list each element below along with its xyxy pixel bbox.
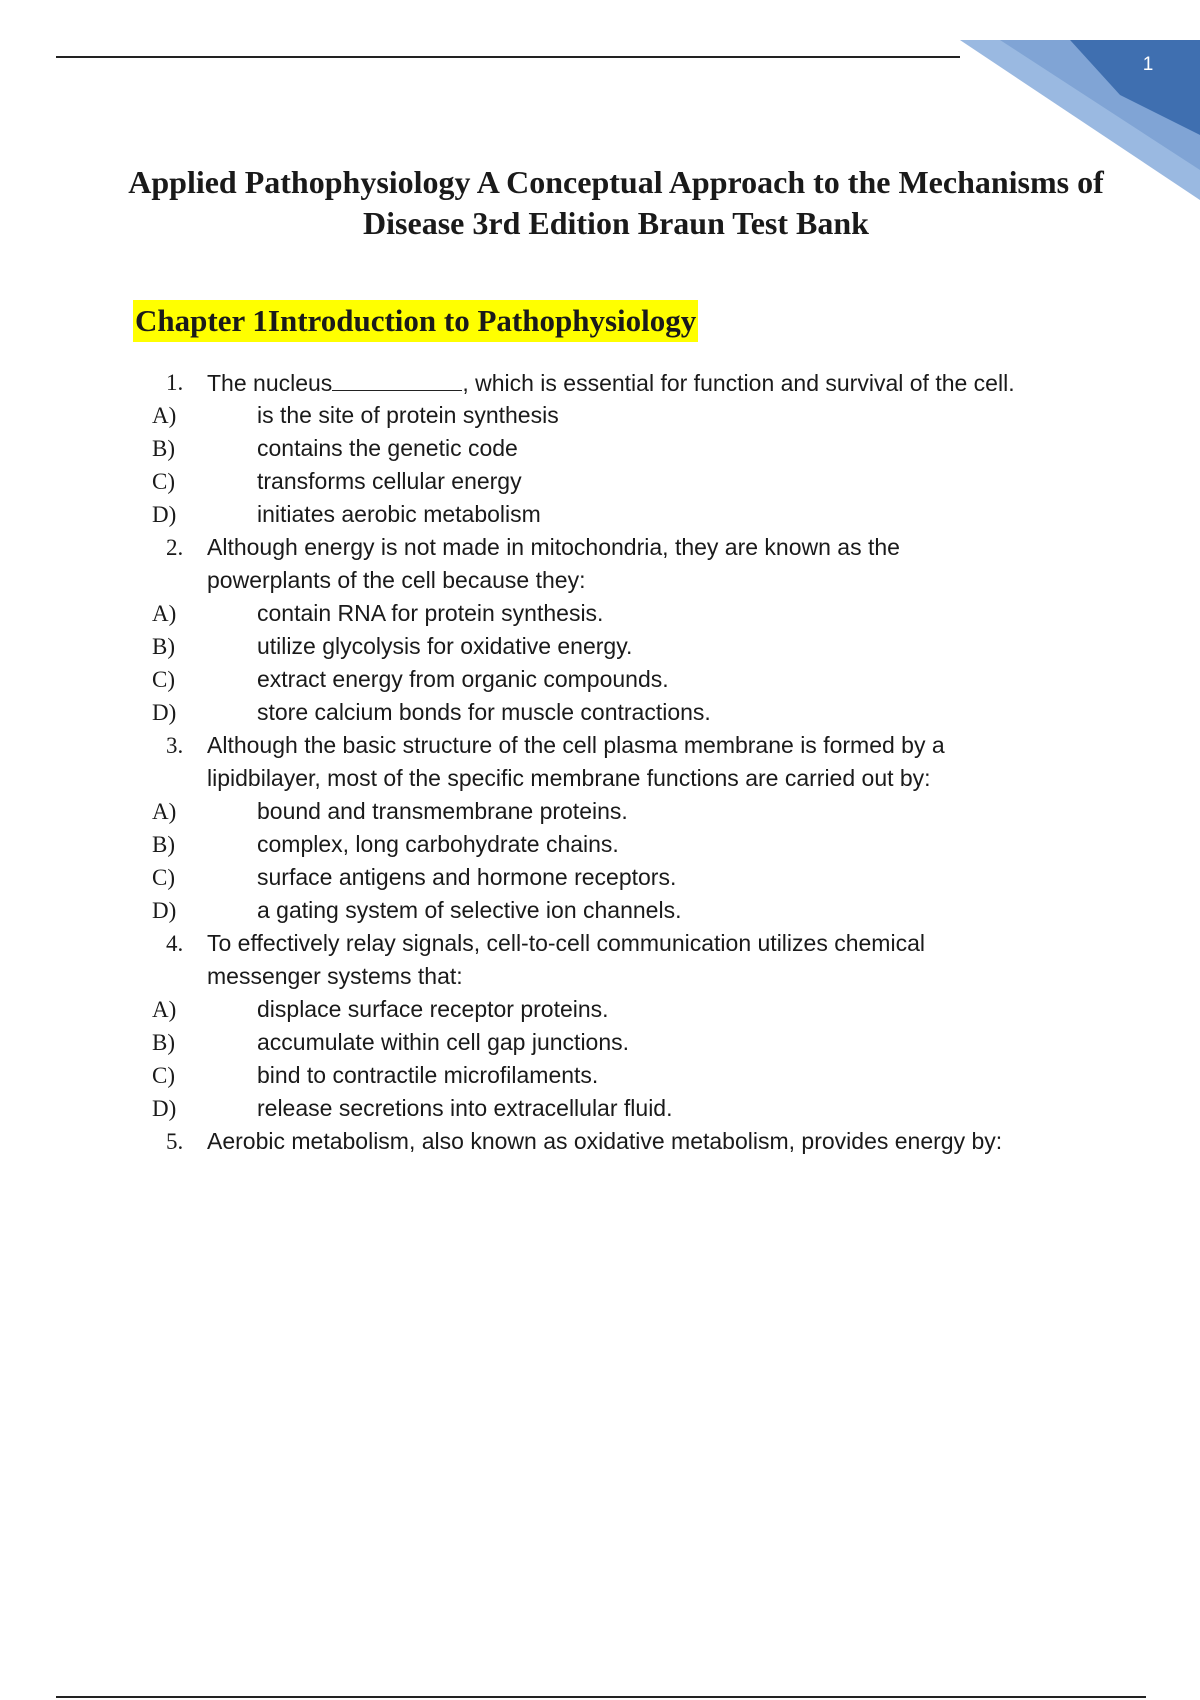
question-text-line-1: Although energy is not made in mitochondria, they are known as the bbox=[207, 534, 900, 560]
page-number: 1 bbox=[1142, 54, 1154, 75]
option-row bbox=[0, 1026, 1200, 1059]
option-text: bound and transmembrane proteins. bbox=[257, 798, 628, 824]
option-text: is the site of protein synthesis bbox=[257, 402, 559, 428]
option-text: bind to contractile microfilaments. bbox=[257, 1062, 599, 1088]
question-number: 2. bbox=[166, 535, 184, 560]
option-letter: B) bbox=[152, 832, 175, 857]
question-2 bbox=[0, 531, 1200, 597]
question-number: 3. bbox=[166, 733, 184, 758]
option-letter: B) bbox=[152, 634, 175, 659]
option-text: contain RNA for protein synthesis. bbox=[257, 600, 604, 626]
question-text bbox=[207, 366, 1107, 400]
option-letter: D) bbox=[152, 1096, 177, 1121]
question-list bbox=[0, 366, 1200, 1158]
question-text-after-blank: , which is essential for function and survival of the cell. bbox=[462, 370, 1015, 396]
option-letter: C) bbox=[152, 469, 175, 494]
option-text: displace surface receptor proteins. bbox=[257, 996, 609, 1022]
question-text: Aerobic metabolism, also known as oxidative metabolism, provides energy by: bbox=[207, 1128, 1003, 1154]
question-number: 5. bbox=[166, 1129, 184, 1154]
option-text: utilize glycolysis for oxidative energy. bbox=[257, 633, 633, 659]
question-text-before-blank: The nucleus bbox=[207, 370, 333, 396]
option-letter: D) bbox=[152, 502, 177, 527]
question-text-line-1: Although the basic structure of the cell plasma membrane is formed by a bbox=[207, 732, 945, 758]
question-text bbox=[207, 729, 1107, 795]
option-row bbox=[0, 663, 1200, 696]
option-text: transforms cellular energy bbox=[257, 468, 522, 494]
option-text: complex, long carbohydrate chains. bbox=[257, 831, 619, 857]
option-letter: D) bbox=[152, 700, 177, 725]
option-text: a gating system of selective ion channels. bbox=[257, 897, 682, 923]
question-text bbox=[207, 927, 1107, 993]
option-text: accumulate within cell gap junctions. bbox=[257, 1029, 630, 1055]
question-3 bbox=[0, 729, 1200, 795]
question-text-line-2: lipidbilayer, most of the specific membrane functions are carried out by: bbox=[207, 765, 931, 791]
question-text-line-1: To effectively relay signals, cell-to-cell communication utilizes chemical bbox=[207, 930, 925, 956]
option-text: store calcium bonds for muscle contractions. bbox=[257, 699, 711, 725]
option-text: contains the genetic code bbox=[257, 435, 518, 461]
document-title: Applied Pathophysiology A Conceptual Approach to the Mechanisms of Disease 3rd Edition Braun Test Bank bbox=[128, 164, 1104, 241]
option-row bbox=[0, 432, 1200, 465]
fill-in-blank bbox=[332, 366, 462, 391]
option-letter: D) bbox=[152, 898, 177, 923]
option-row bbox=[0, 696, 1200, 729]
option-row bbox=[0, 1092, 1200, 1125]
option-letter: A) bbox=[152, 997, 177, 1022]
chapter-heading: Chapter 1Introduction to Pathophysiology bbox=[133, 300, 698, 342]
option-letter: A) bbox=[152, 601, 177, 626]
option-row bbox=[0, 795, 1200, 828]
question-text bbox=[207, 531, 1107, 597]
question-text-line-2: messenger systems that: bbox=[207, 963, 463, 989]
option-row bbox=[0, 465, 1200, 498]
option-letter: C) bbox=[152, 865, 175, 890]
option-letter: A) bbox=[152, 403, 177, 428]
option-letter: A) bbox=[152, 799, 177, 824]
option-row bbox=[0, 861, 1200, 894]
question-number: 1. bbox=[166, 370, 184, 395]
option-row bbox=[0, 1059, 1200, 1092]
option-letter: B) bbox=[152, 1030, 175, 1055]
header-rule bbox=[56, 56, 960, 58]
option-text: release secretions into extracellular fluid. bbox=[257, 1095, 673, 1121]
option-text: surface antigens and hormone receptors. bbox=[257, 864, 677, 890]
question-number: 4. bbox=[166, 931, 184, 956]
option-row bbox=[0, 399, 1200, 432]
option-row bbox=[0, 993, 1200, 1026]
option-row bbox=[0, 630, 1200, 663]
option-row bbox=[0, 828, 1200, 861]
footer-rule bbox=[56, 1696, 1146, 1698]
question-4 bbox=[0, 927, 1200, 993]
option-row bbox=[0, 894, 1200, 927]
option-text: initiates aerobic metabolism bbox=[257, 501, 541, 527]
question-text-line-2: powerplants of the cell because they: bbox=[207, 567, 586, 593]
option-row bbox=[0, 498, 1200, 531]
option-text: extract energy from organic compounds. bbox=[257, 666, 669, 692]
option-row bbox=[0, 597, 1200, 630]
option-letter: C) bbox=[152, 667, 175, 692]
question-5 bbox=[0, 1125, 1200, 1158]
option-letter: B) bbox=[152, 436, 175, 461]
option-letter: C) bbox=[152, 1063, 175, 1088]
question-1 bbox=[0, 366, 1200, 399]
